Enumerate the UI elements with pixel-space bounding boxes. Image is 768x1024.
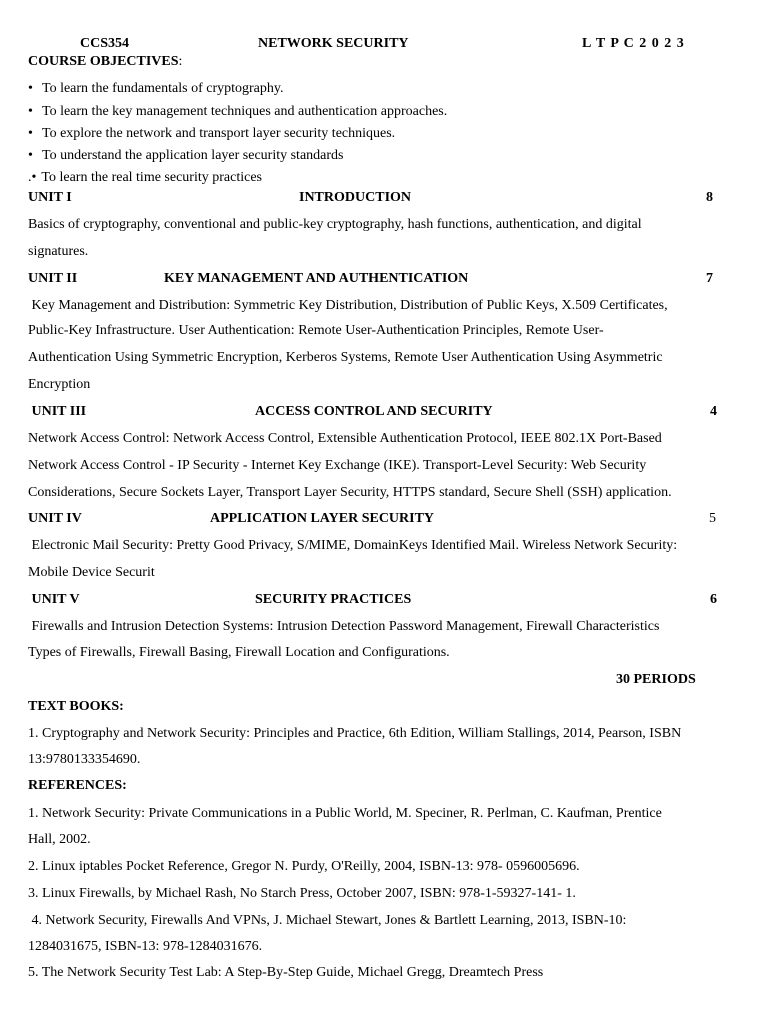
unit-body-line: Electronic Mail Security: Pretty Good Privacy, S/MIME, DomainKeys Identified Mail. Wireless Network Security: [28,538,678,553]
unit-body-line: Key Management and Distribution: Symmetric Key Distribution, Distribution of Public Keys, X.509 Certificates, [28,298,668,313]
reference-line: Hall, 2002. [28,832,91,847]
unit-body-line: Basics of cryptography, conventional and public-key cryptography, hash functions, authentication, and digital [28,217,642,232]
unit-body-line: Firewalls and Intrusion Detection Systems: Intrusion Detection Password Management, Firewall Characteristics [28,619,660,634]
bullet-prefix: .• [28,170,37,185]
unit-body-line: Mobile Device Securit [28,565,155,580]
reference-line: 1. Network Security: Private Communications in a Public World, M. Speciner, R. Perlman, C. Kaufman, Prentice [28,806,662,821]
unit-title: ACCESS CONTROL AND SECURITY [255,404,493,419]
references-heading: REFERENCES: [28,778,127,793]
unit-body-line: Authentication Using Symmetric Encryption, Kerberos Systems, Remote User Authentication Using Asymmetric [28,350,663,365]
reference-line: 2. Linux iptables Pocket Reference, Gregor N. Purdy, O'Reilly, 2004, ISBN-13: 978- 0596005696. [28,859,580,874]
ltpc-credits: L T P C 2 0 2 3 [582,36,685,51]
unit-title: APPLICATION LAYER SECURITY [210,511,435,526]
unit-label: UNIT III [28,404,87,419]
unit-hours: 7 [706,271,713,286]
unit-body-line: Network Access Control - IP Security - Internet Key Exchange (IKE). Transport-Level Security: Web Security [28,458,647,473]
textbooks-heading: TEXT BOOKS: [28,699,124,714]
unit-title: KEY MANAGEMENT AND AUTHENTICATION [164,271,469,286]
unit-hours: 5 [709,511,716,526]
unit-label: UNIT II [28,271,78,286]
objectives-colon: : [178,54,183,69]
objective-text: To learn the real time security practices [41,170,262,185]
objective-item [28,149,343,163]
unit-body-line: signatures. [28,244,89,259]
unit-body-line: Public-Key Infrastructure. User Authentication: Remote User-Authentication Principles, Remote User- [28,323,604,338]
unit-label: UNIT V [28,592,80,607]
objective-item [28,82,283,96]
unit-hours: 6 [710,592,717,607]
course-title: NETWORK SECURITY [258,36,409,51]
course-code: CCS354 [80,36,130,51]
objective-item [28,171,262,185]
reference-line: 5. The Network Security Test Lab: A Step-By-Step Guide, Michael Gregg, Dreamtech Press [28,965,544,980]
unit-hours: 8 [706,190,713,205]
unit-label: UNIT IV [28,511,82,526]
objective-item [28,127,395,141]
reference-line: 4. Network Security, Firewalls And VPNs, J. Michael Stewart, Jones & Bartlett Learning, 2013, ISBN-10: [28,913,627,928]
objectives-heading-row [28,55,182,69]
unit-title: SECURITY PRACTICES [255,592,412,607]
unit-title: INTRODUCTION [299,190,412,205]
reference-line: 3. Linux Firewalls, by Michael Rash, No Starch Press, October 2007, ISBN: 978-1-59327-141- 1. [28,886,576,901]
bullet-icon: • [28,126,33,141]
unit-body-line: Considerations, Secure Sockets Layer, Transport Layer Security, HTTPS standard, Secure Shell (SSH) application. [28,485,672,500]
bullet-icon: • [28,148,33,163]
objectives-heading: COURSE OBJECTIVES [28,54,179,69]
total-periods: 30 PERIODS [616,672,696,687]
bullet-icon: • [28,104,33,119]
objective-text: To explore the network and transport layer security techniques. [42,126,396,141]
unit-hours: 4 [710,404,717,419]
unit-body-line: Types of Firewalls, Firewall Basing, Firewall Location and Configurations. [28,645,450,660]
textbook-line: 1. Cryptography and Network Security: Principles and Practice, 6th Edition, William Stallings, 2014, Pearson, ISBN [28,726,682,741]
unit-label: UNIT I [28,190,72,205]
objective-text: To understand the application layer security standards [42,148,344,163]
bullet-icon: • [28,81,33,96]
objective-text: To learn the key management techniques and authentication approaches. [42,104,448,119]
textbook-line: 13:9780133354690. [28,752,141,767]
objective-item [28,105,447,119]
unit-body-line: Encryption [28,377,91,392]
unit-body-line: Network Access Control: Network Access Control, Extensible Authentication Protocol, IEEE 802.1X Port-Based [28,431,662,446]
reference-line: 1284031675, ISBN-13: 978-1284031676. [28,939,263,954]
objective-text: To learn the fundamentals of cryptography. [42,81,284,96]
